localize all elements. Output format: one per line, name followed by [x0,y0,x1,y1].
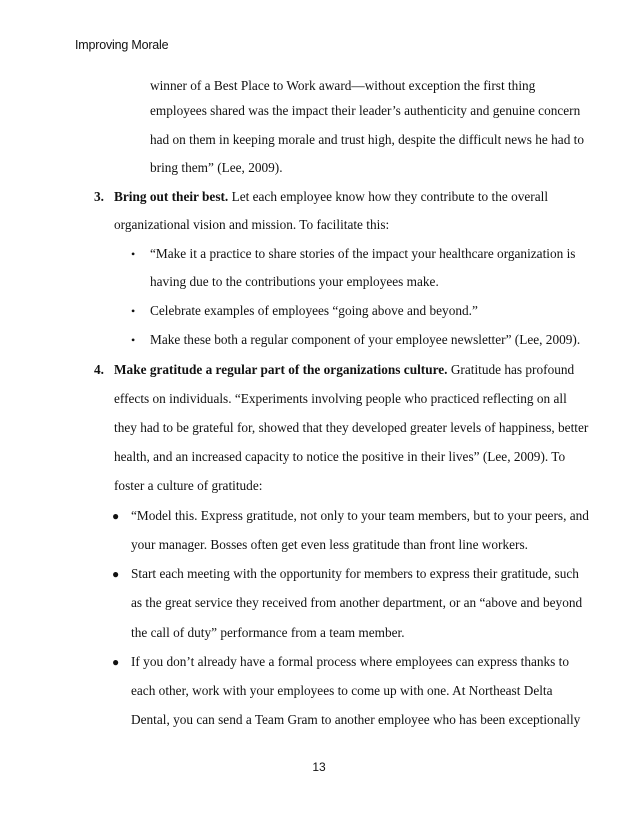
continuation-line-2: employees shared was the impact their leader’s authenticity and genuine concern [150,103,581,118]
item4-bullet-3-line-2: each other, work with your employees to come up with one. At Northeast Delta [131,683,553,698]
item4-bullet-1-line-1: “Model this. Express gratitude, not only to your team members, but to your peers, and [131,508,589,523]
running-head: Improving Morale [75,38,169,52]
item3-heading: Bring out their best. [114,189,229,204]
item3-bullet-1-line-2: having due to the contributions your employees make. [150,274,439,289]
item4-line-1 [114,362,574,378]
item4-bullet-2-line-3: the call of duty” performance from a team member. [131,625,405,640]
item4-bullet-2-line-1: Start each meeting with the opportunity for members to express their gratitude, such [131,566,579,581]
item3-line1-rest: Let each employee know how they contribute to the overall [228,189,549,204]
item4-line1-rest: Gratitude has profound [447,362,575,377]
item4-line-4: health, and an increased capacity to notice the positive in their lives” (Lee, 2009). To [114,449,566,464]
item4-line-3: they had to be grateful for, showed that they developed greater levels of happiness, better [114,420,589,435]
bullet-marker: ● [112,655,120,669]
item4-bullet-2-line-2: as the great service they received from another department, or an “above and beyond [131,595,583,610]
continuation-line-3: had on them in keeping morale and trust high, despite the difficult news he had to [150,132,585,147]
item4-line-5: foster a culture of gratitude: [114,478,263,493]
item4-bullet-1-line-2: your manager. Bosses often get even less gratitude than front line workers. [131,537,528,552]
item3-line-2: organizational vision and mission. To facilitate this: [114,217,390,232]
item3-bullet-1-line-1: “Make it a practice to share stories of the impact your healthcare organization is [150,246,576,261]
bullet-marker: • [131,333,136,347]
continuation-line-4: bring them” (Lee, 2009). [150,160,283,175]
page-number: 13 [312,760,326,774]
bullet-marker: ● [112,567,120,581]
item4-heading: Make gratitude a regular part of the organizations culture. [114,362,448,377]
continuation-line-1: winner of a Best Place to Work award—without exception the first thing [150,78,536,93]
list-number-4: 4. [94,362,104,377]
bullet-marker: • [131,304,136,318]
item4-bullet-3-line-3: Dental, you can send a Team Gram to another employee who has been exceptionally [131,712,581,727]
item4-bullet-3-line-1: If you don’t already have a formal process where employees can express thanks to [131,654,570,669]
item3-bullet-3-line-1: Make these both a regular component of your employee newsletter” (Lee, 2009). [150,332,581,347]
list-number-3: 3. [94,189,104,204]
bullet-marker: ● [112,509,120,523]
item4-line-2: effects on individuals. “Experiments involving people who practiced reflecting on all [114,391,567,406]
item3-bullet-2-line-1: Celebrate examples of employees “going above and beyond.” [150,303,478,318]
bullet-marker: • [131,247,136,261]
item3-line-1 [114,189,548,205]
